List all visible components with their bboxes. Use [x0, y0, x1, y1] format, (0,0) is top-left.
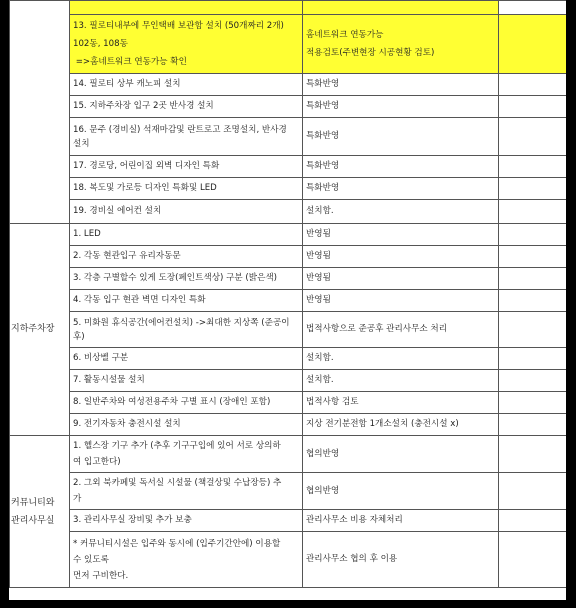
note-cell [499, 246, 567, 268]
item-line: 16. 문주 (경비실) 석재마감및 란트로고 조명설치, 반사경 [73, 124, 287, 135]
item-line: 먼저 구비한다. [73, 570, 129, 581]
category-line: 커뮤니티와 [11, 497, 55, 508]
item-cell: 8. 일반주차와 여성전용주차 구별 표시 (장애인 포함) [70, 392, 303, 414]
note-cell [499, 510, 567, 532]
table-row [10, 118, 567, 156]
table-row [10, 224, 567, 246]
result-cell: 설치함. [303, 200, 499, 224]
table-row [10, 268, 567, 290]
result-cell: 관리사무소 협의 후 이용 [303, 532, 499, 588]
item-line: 설치 [73, 138, 90, 149]
result-cell: 법적사항 검토 [303, 392, 499, 414]
category-cell: 지하주차장 [10, 224, 70, 436]
note-cell [499, 74, 567, 96]
item-cell: 14. 필로티 상부 캐노피 설치 [70, 74, 303, 96]
item-line: 수 있도록 [73, 554, 109, 565]
item-cell: 1. LED [70, 224, 303, 246]
result-cell: 특화반영 [303, 118, 499, 156]
table-row [10, 96, 567, 118]
item-cell: 18. 복도및 가로등 디자인 특화및 LED [70, 178, 303, 200]
table-row [10, 392, 567, 414]
item-cell: 6. 비상벨 구분 [70, 348, 303, 370]
result-line: 홈네트워크 연동가능 [306, 30, 384, 40]
result-cell: 협의반영 [303, 436, 499, 473]
result-cell [303, 15, 499, 74]
table-row [10, 74, 567, 96]
note-cell [499, 118, 567, 156]
item-line: 가 [73, 494, 82, 504]
note-cell [499, 156, 567, 178]
result-cell: 특화반영 [303, 74, 499, 96]
item-cell [70, 532, 303, 588]
category-line: 관리사무실 [11, 515, 55, 526]
category-cell [10, 436, 70, 588]
note-cell [499, 15, 567, 74]
result-cell: 특화반영 [303, 178, 499, 200]
item-cell [70, 15, 303, 74]
item-cell: 9. 전기자동차 충전시설 설치 [70, 414, 303, 436]
table-row [10, 370, 567, 392]
note-cell [499, 532, 567, 588]
table-row [10, 1, 567, 15]
item-cell [70, 118, 303, 156]
note-cell [499, 96, 567, 118]
result-cell: 협의반영 [303, 473, 499, 510]
requirements-table [9, 0, 566, 588]
item-line: 5. 미화원 휴식공간(에어컨설치) ->최대한 지상쪽 (준공이 [73, 317, 290, 328]
table-row [10, 532, 567, 588]
item-cell: 4. 각동 입구 현관 벽면 디자인 특화 [70, 290, 303, 312]
item-line: * 커뮤니티시설은 입주와 동시에 (입주기간안에) 이용할 [73, 538, 281, 549]
item-cell [70, 473, 303, 510]
result-cell: 특화반영 [303, 156, 499, 178]
item-cell: 2. 각동 현관입구 유리자동문 [70, 246, 303, 268]
item-line: 2. 그외 북카페및 독서실 시설물 (책걸상및 수납장등) 추 [73, 478, 282, 488]
note-cell [499, 224, 567, 246]
item-cell [70, 1, 303, 15]
table-row [10, 312, 567, 348]
item-cell: 19. 경비실 에어컨 설치 [70, 200, 303, 224]
table-row [10, 414, 567, 436]
item-cell: 3. 각층 구별할수 있게 도장(페인트색상) 구분 (밝은색) [70, 268, 303, 290]
table-row [10, 200, 567, 224]
item-cell: 7. 활동시설물 설치 [70, 370, 303, 392]
item-cell: 17. 경로당, 어린이집 외벽 디자인 특화 [70, 156, 303, 178]
note-cell [499, 312, 567, 348]
table-row [10, 15, 567, 74]
note-cell [499, 473, 567, 510]
item-line: =>홈네트워크 연동가능 확인 [73, 57, 187, 67]
note-cell [499, 290, 567, 312]
result-line: 적용검토(주변현장 시공현황 검토) [306, 48, 435, 58]
note-cell [499, 348, 567, 370]
item-cell: 3. 관리사무실 장비및 추가 보충 [70, 510, 303, 532]
item-line: 13. 필로티내부에 무인택배 보관함 설치 (50개짜리 2개) [73, 21, 284, 31]
table-row [10, 510, 567, 532]
note-cell [499, 436, 567, 473]
result-cell: 특화반영 [303, 96, 499, 118]
result-cell: 반영됨 [303, 246, 499, 268]
note-cell [499, 1, 567, 15]
note-cell [499, 370, 567, 392]
note-cell [499, 392, 567, 414]
item-line: 102동, 108동 [73, 39, 128, 49]
item-line: 후) [73, 331, 85, 342]
result-cell: 설치함. [303, 348, 499, 370]
note-cell [499, 414, 567, 436]
result-cell: 지상 전기분전함 1개소설치 (충전시설 x) [303, 414, 499, 436]
table-row [10, 436, 567, 473]
result-cell: 법적사항으로 준공후 관리사무소 처리 [303, 312, 499, 348]
item-line: 1. 헬스장 기구 추가 (추후 기구구입에 있어 서로 상의하 [73, 441, 281, 451]
table-row [10, 178, 567, 200]
category-cell [10, 1, 70, 224]
table-row [10, 246, 567, 268]
table-row [10, 473, 567, 510]
result-cell: 반영됨 [303, 268, 499, 290]
note-cell [499, 178, 567, 200]
result-cell: 반영됨 [303, 224, 499, 246]
item-cell [70, 312, 303, 348]
item-cell: 15. 지하주차장 입구 2곳 반사경 설치 [70, 96, 303, 118]
result-cell: 반영됨 [303, 290, 499, 312]
item-cell [70, 436, 303, 473]
note-cell [499, 200, 567, 224]
table-row [10, 290, 567, 312]
item-line: 여 입고한다) [73, 457, 121, 467]
note-cell [499, 268, 567, 290]
result-cell: 설치함. [303, 370, 499, 392]
document-page [9, 0, 566, 600]
result-cell [303, 1, 499, 15]
table-row [10, 348, 567, 370]
result-cell: 관리사무소 비용 자체처리 [303, 510, 499, 532]
table-row [10, 156, 567, 178]
